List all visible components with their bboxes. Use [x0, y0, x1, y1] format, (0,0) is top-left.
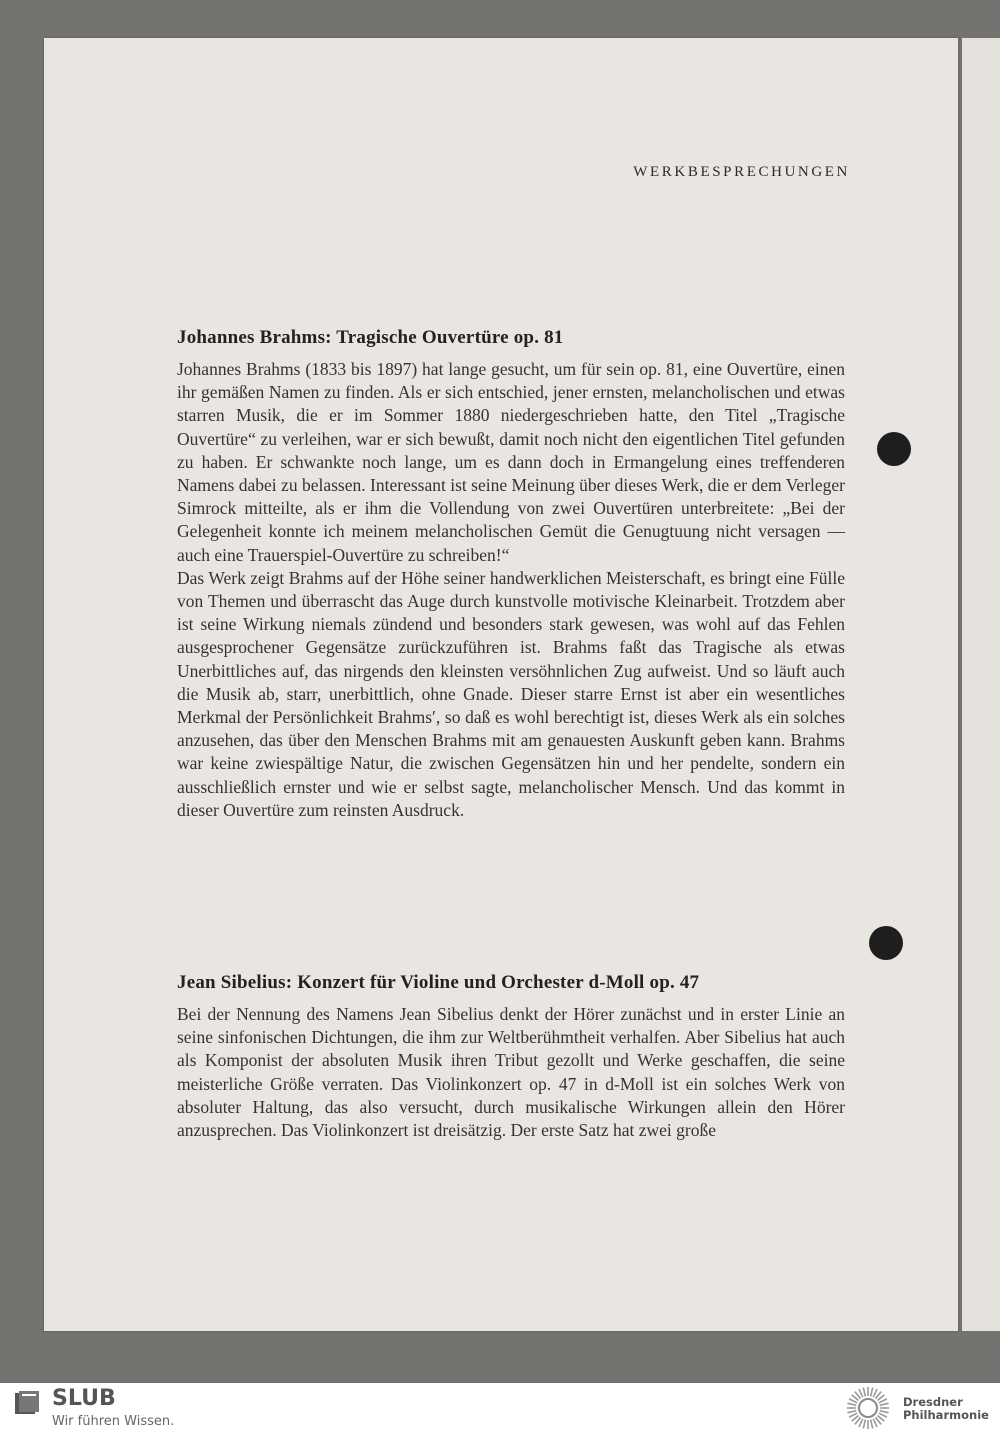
sunburst-logo-icon[interactable] — [842, 1385, 894, 1431]
punch-hole — [877, 432, 911, 466]
paragraph: Bei der Nennung des Namens Jean Sibelius denkt der Hörer zunächst und in erster Linie an seine sinfonischen Dichtungen, die ihm zur Weltberühmtheit verhalfen. Aber Sibelius hat auch als Komponist der absoluten Musik ihren Tribut gezollt und Werke geschaffen, die seine meisterliche Größe verraten. Das Violinkonzert op. 47 in d-Moll ist ein solches Werk von absoluter Haltung, das also versucht, durch musikalische Wirkungen allein den Hörer anzusprechen. Das Violinkonzert ist dreisätzig. Der erste Satz hat zwei große — [177, 1004, 845, 1141]
article-body-brahms — [177, 358, 845, 822]
logo-ray — [848, 1403, 857, 1405]
adjacent-page-edge — [962, 38, 1000, 1331]
paragraph: Das Werk zeigt Brahms auf der Höhe seiner handwerklichen Meisterschaft, es bringt eine Fülle von Themen und überrascht das Auge durch kunstvolle motivische Kleinarbeit. Trotzdem aber ist seine Wirkung niemals zündend und besonders stark gewesen, was wohl auf das Fehlen ausgesprochener Gegensätze zurückzuführen ist. Brahms faßt das Tragische als etwas Unerbittliches auf, das nirgends den kleinsten versöhnlichen Zug aufweist. Und so läuft auch die Musik ab, starr, unerbittlich, ohne Gnade. Dieser starre Ernst ist aber ein wesentliches Merkmal der Persönlichkeit Brahms′, so daß es wohl berechtigt ist, dieses Werk als ein solches anzusehen, das über den Menschen Brahms mit am genauesten Auskunft geben kann. Brahms war keine zwiespältige Natur, die zwischen Gegensätzen hin und her pendelte, sondern ein ausschließlich ernster und wie er selbst sagte, melancholischer Mensch. Und das kommt in dieser Ouvertüre zum reinsten Ausdruck. — [177, 567, 845, 820]
partner-name-line2: Philharmonie — [903, 1408, 989, 1422]
library-name[interactable]: SLUB — [52, 1386, 116, 1411]
logo-ray — [871, 1388, 873, 1397]
logo-ray — [848, 1411, 857, 1413]
logo-ray — [879, 1399, 887, 1403]
logo-ray — [863, 1388, 865, 1397]
logo-ray — [859, 1389, 863, 1397]
logo-ray — [849, 1413, 857, 1417]
article-title-sibelius: Jean Sibelius: Konzert für Violine und Orchester d-Moll op. 47 — [177, 972, 700, 993]
article-body-sibelius — [177, 1003, 845, 1142]
logo-ray — [880, 1403, 889, 1405]
article-title-brahms: Johannes Brahms: Tragische Ouvertüre op. 81 — [177, 327, 564, 348]
logo-ray — [849, 1399, 857, 1403]
running-head: WERKBESPRECHUNGEN — [633, 164, 850, 180]
book-icon — [14, 1390, 40, 1416]
logo-ray — [871, 1420, 873, 1429]
logo-ray — [880, 1411, 889, 1413]
logo-ray — [863, 1420, 865, 1429]
logo-ray — [859, 1419, 863, 1427]
logo-ray — [873, 1419, 877, 1427]
partner-name-line1: Dresdner — [903, 1395, 963, 1409]
partner-name[interactable] — [903, 1396, 989, 1422]
library-tagline: Wir führen Wissen. — [52, 1414, 175, 1429]
logo-ray — [873, 1389, 877, 1397]
logo-ray — [879, 1413, 887, 1417]
punch-hole — [869, 926, 903, 960]
paragraph: Johannes Brahms (1833 bis 1897) hat lange gesucht, um für sein op. 81, eine Ouvertüre, einen ihr gemäßen Namen zu finden. Als er sich entschied, jener ernsten, melancholischen und etwas starren Musik, die er im Sommer 1880 niedergeschrieben hatte, den Titel „Tragische Ouvertüre“ zu verleihen, war er sich bewußt, damit noch nicht den eigentlichen Titel gefunden zu haben. Er schwankte noch lange, um es dann doch in Ermangelung eines treffenderen Namens dabei zu belassen. Interessant ist seine Meinung über dieses Werk, die er dem Verleger Simrock mitteilte, als er ihm die Vollendung von zwei Ouvertüren unterbreitete: „Bei der Gelegenheit konnte ich meinem melancholischen Gemüt die Genugtuung nicht versagen — auch eine Trauerspiel-Ouvertüre zu schreiben!“ — [177, 359, 845, 565]
